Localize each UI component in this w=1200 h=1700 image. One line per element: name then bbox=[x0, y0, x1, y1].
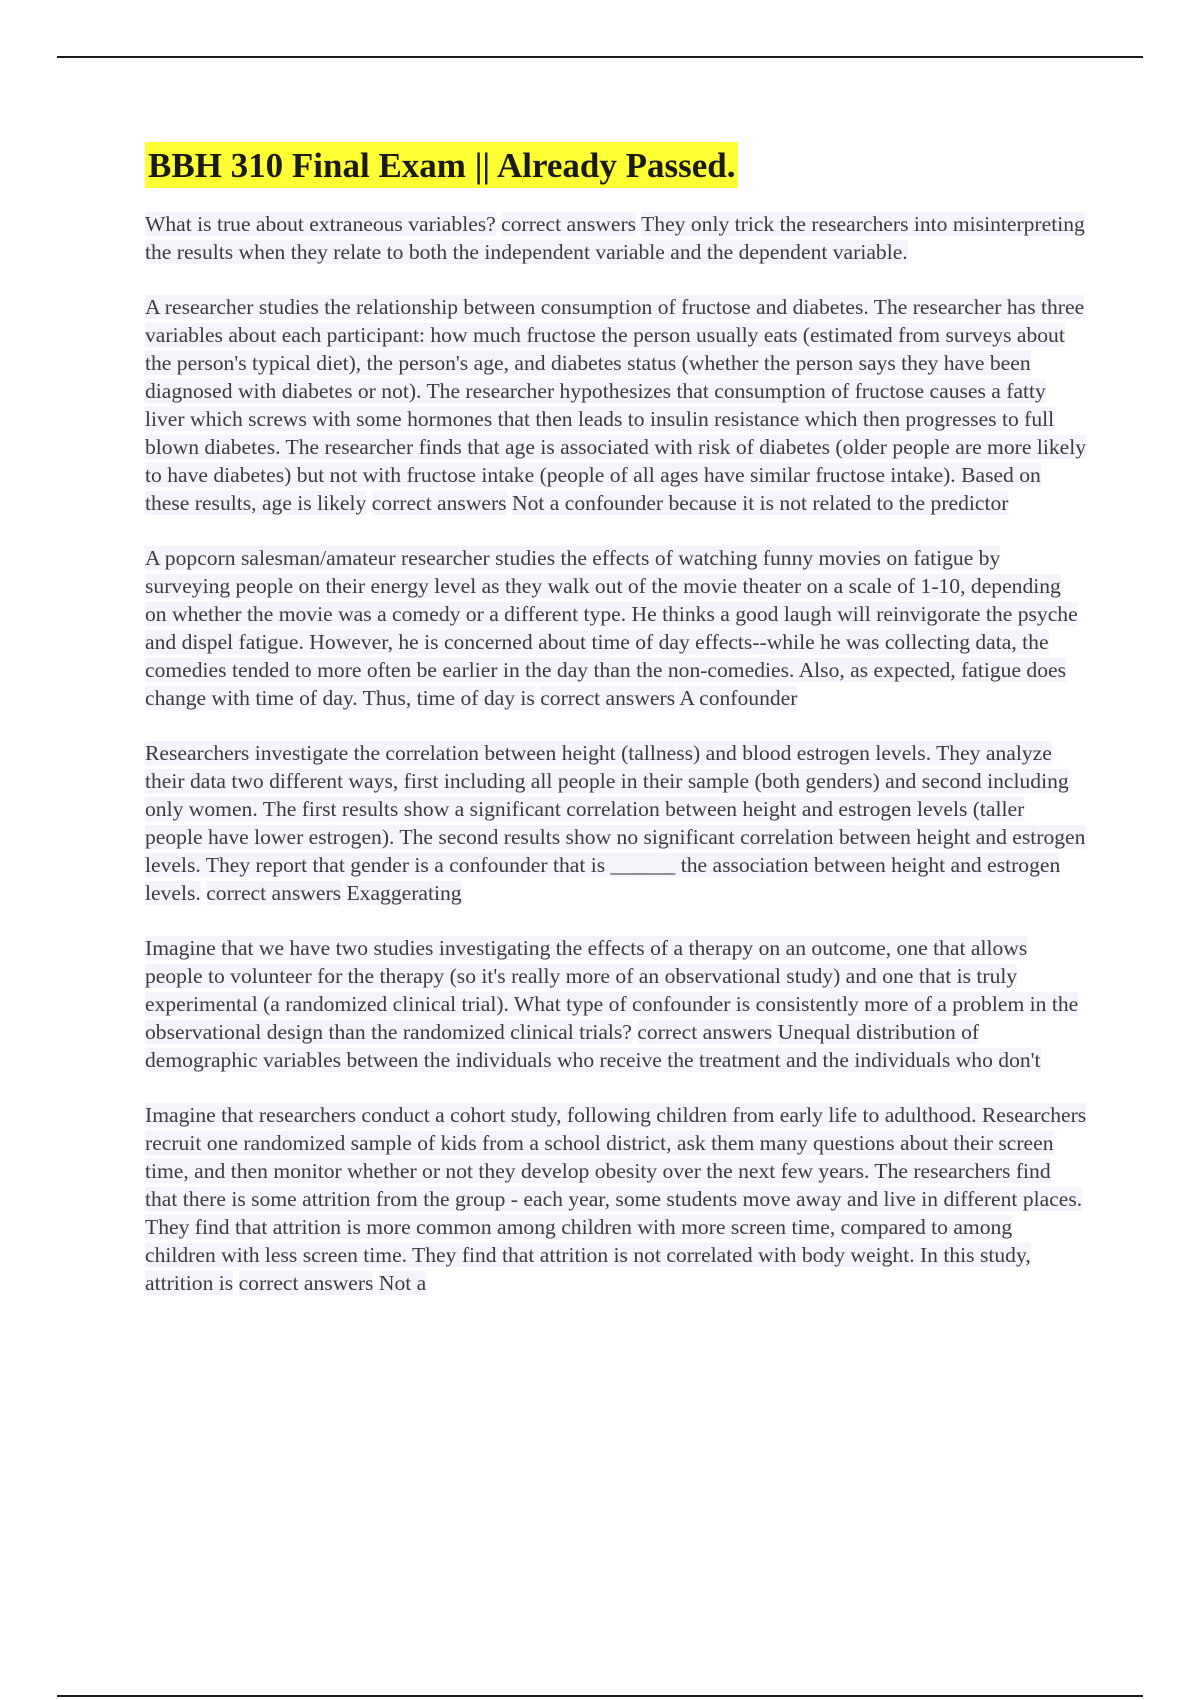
answer-text: Unequal distribution of demographic variables between the individuals who receive the treatment and the individuals who don't bbox=[145, 1020, 1041, 1072]
document-title: BBH 310 Final Exam || Already Passed. bbox=[145, 142, 738, 188]
bottom-rule bbox=[57, 1695, 1143, 1697]
answer-text: Exaggerating bbox=[346, 881, 462, 905]
question-text: What is true about extraneous variables? bbox=[145, 212, 496, 236]
qa-item-1 bbox=[145, 210, 1087, 266]
qa-item-6 bbox=[145, 1101, 1087, 1297]
qa-item-5 bbox=[145, 934, 1087, 1074]
qa-item-2 bbox=[145, 293, 1087, 517]
question-text: Imagine that we have two studies investigating the effects of a therapy on an outcome, one that allows people to volunteer for the therapy (so it's really more of an observational study) and one that is truly experimental (a randomized clinical trial). What type of confounder is consistently more of a problem in the observational design than the randomized clinical trials? bbox=[145, 936, 1079, 1044]
answer-text: Not a confounder because it is not related to the predictor bbox=[512, 491, 1009, 515]
answer-text: A confounder bbox=[679, 686, 798, 710]
answer-marker: correct answers bbox=[637, 1020, 773, 1044]
document-body bbox=[145, 142, 1087, 1324]
question-text: Researchers investigate the correlation between height (tallness) and blood estrogen levels. They analyze their data two different ways, first including all people in their sample (both genders) and second including only women. The first results show a significant correlation between height and estrogen levels (taller people have lower estrogen). The second results show no significant correlation between height and estrogen levels. They report that gender is a confounder that is ______ the association between height and estrogen levels. bbox=[145, 741, 1086, 905]
top-rule bbox=[57, 56, 1143, 58]
question-text: A popcorn salesman/amateur researcher studies the effects of watching funny movies on fatigue by surveying people on their energy level as they walk out of the movie theater on a scale of 1-10, depending on whether the movie was a comedy or a different type. He thinks a good laugh will reinvigorate the psyche and dispel fatigue. However, he is concerned about time of day effects--while he was collecting data, the comedies tended to more often be earlier in the day than the non-comedies. Also, as expected, fatigue does change with time of day. Thus, time of day is bbox=[145, 546, 1078, 710]
answer-marker: correct answers bbox=[371, 491, 507, 515]
answer-marker: correct answers bbox=[501, 212, 637, 236]
answer-text: They only trick the researchers into misinterpreting the results when they relate to both the independent variable and the dependent variable. bbox=[145, 212, 1085, 264]
answer-marker: correct answers bbox=[540, 686, 676, 710]
question-text: Imagine that researchers conduct a cohort study, following children from early life to adulthood. Researchers recruit one randomized sample of kids from a school district, ask them many questions about their screen time, and then monitor whether or not they develop obesity over the next few years. The researchers find that there is some attrition from the group - each year, some students move away and live in different places. They find that attrition is more common among children with more screen time, compared to among children with less screen time. They find that attrition is not correlated with body weight. In this study, attrition is bbox=[145, 1103, 1087, 1295]
answer-marker: correct answers bbox=[206, 881, 342, 905]
answer-marker: correct answers bbox=[238, 1271, 374, 1295]
qa-item-4 bbox=[145, 739, 1087, 907]
answer-text: Not a bbox=[378, 1271, 427, 1295]
question-text: A researcher studies the relationship between consumption of fructose and diabetes. The researcher has three variables about each participant: how much fructose the person usually eats (estimated from surveys about the person's typical diet), the person's age, and diabetes status (whether the person says they have been diagnosed with diabetes or not). The researcher hypothesizes that consumption of fructose causes a fatty liver which screws with some hormones that then leads to insulin resistance which then progresses to full blown diabetes. The researcher finds that age is associated with risk of diabetes (older people are more likely to have diabetes) but not with fructose intake (people of all ages have similar fructose intake). Based on these results, age is likely bbox=[145, 295, 1086, 515]
qa-item-3 bbox=[145, 544, 1087, 712]
